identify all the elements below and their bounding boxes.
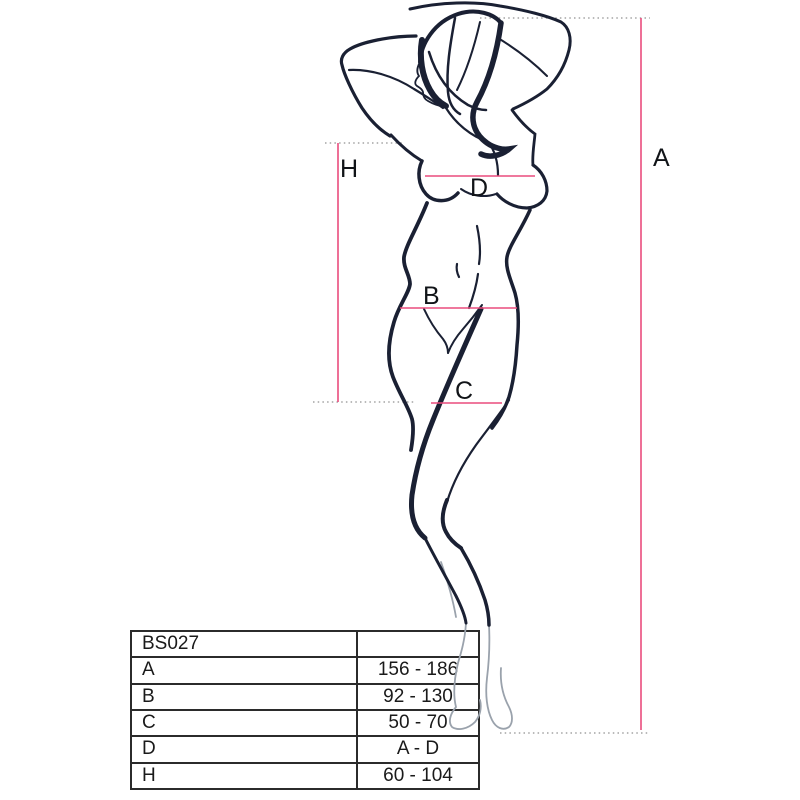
back-foot-outline [486, 625, 512, 729]
head-crown [420, 12, 501, 62]
measurement-label-h: H [340, 155, 359, 183]
size-value-cell-c: 50 - 70 [357, 710, 479, 736]
size-value-cell-d: A - D [357, 736, 479, 762]
face-profile [415, 60, 445, 107]
hair-front [421, 40, 446, 106]
torso-right-edge [492, 210, 530, 428]
size-table-header-value-cell [357, 631, 479, 657]
extension-dotted-lines [313, 18, 650, 733]
torso-left-edge [389, 203, 427, 450]
size-value-cell-b: 92 - 130 [357, 684, 479, 710]
measurement-label-d: D [470, 174, 489, 202]
measurement-label-b: B [423, 282, 440, 310]
hair-back-strand [473, 23, 509, 156]
knee [443, 500, 461, 548]
left-arm-outline [341, 36, 416, 136]
shin [425, 538, 466, 623]
measurement-label-c: C [455, 377, 474, 405]
navel [457, 264, 459, 277]
right-breast [497, 165, 547, 208]
size-label-cell-c: C [131, 710, 357, 736]
measurement-label-a: A [653, 144, 670, 172]
size-label-cell-a: A [131, 657, 357, 683]
left-breast [419, 161, 458, 201]
back-thigh [447, 400, 509, 502]
figure-dark-strokes [341, 3, 570, 625]
size-label-cell-h: H [131, 763, 357, 789]
right-arm-outline [410, 3, 570, 109]
size-value-cell-a: 156 - 186 [357, 657, 479, 683]
size-label-cell-b: B [131, 684, 357, 710]
table-row [131, 657, 479, 683]
size-table [130, 630, 480, 790]
measurement-lines [338, 18, 641, 730]
table-row [131, 710, 479, 736]
table-row [131, 763, 479, 789]
size-value-cell-h: 60 - 104 [357, 763, 479, 789]
table-row [131, 684, 479, 710]
calf [461, 548, 489, 625]
table-row [131, 631, 479, 657]
table-row [131, 736, 479, 762]
size-table-model-cell: BS027 [131, 631, 357, 657]
front-thigh [412, 309, 481, 538]
size-label-cell-d: D [131, 736, 357, 762]
